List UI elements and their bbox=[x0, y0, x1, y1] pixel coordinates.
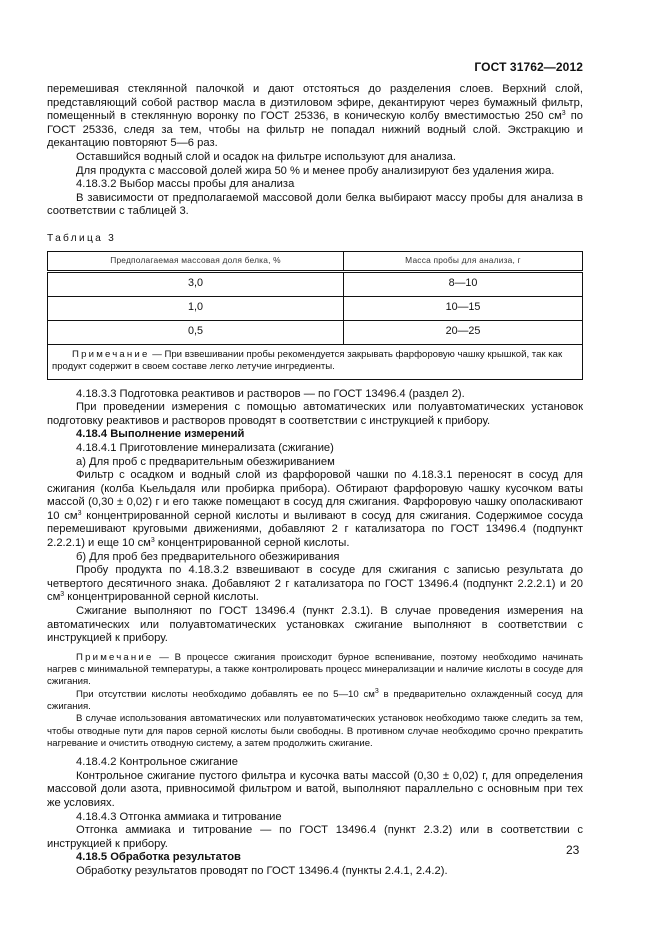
paragraph: Оставшийся водный слой и осадок на фильтре используют для анализа. bbox=[76, 150, 456, 163]
paragraph: В зависимости от предполагаемой массовой доли белка выбирают массу пробы для анализа в соответствии с таблицей 3. bbox=[47, 191, 583, 218]
paragraph: Контрольное сжигание пустого фильтра и кусочка ваты массой (0,30 ± 0,02) г, для определения массовой доли азота, привносимой фильтром и ватой, выполняют параллельно с основным при тех же условиях. bbox=[47, 769, 583, 809]
paragraph bbox=[47, 469, 583, 551]
paragraph-continuation bbox=[47, 83, 583, 151]
table-3 bbox=[47, 251, 583, 380]
superscript: 3 bbox=[150, 537, 155, 545]
note-label: Примечание bbox=[72, 348, 150, 360]
paragraph: Отгонка аммиака и титрование — по ГОСТ 13496.4 (пункт 2.3.2) или в соответствии с инструкцией к прибору. bbox=[47, 824, 583, 850]
note-paragraph bbox=[47, 652, 583, 689]
cell-mass: 20—25 bbox=[344, 320, 583, 344]
text-run: концентрированной серной кислоты и выливают в сосуд для сжигания. Содержимое сосуда перемешивают круговыми движениями, добавляют 2 г катализатора по ГОСТ 13496.4 (подпункт 2.2.2.1) и еще 10 см bbox=[47, 509, 583, 550]
text-run: концентрированной серной кислоты. bbox=[64, 591, 259, 604]
page-number: 23 bbox=[566, 843, 580, 857]
item-heading-a: а) Для проб с предварительным обезжириванием bbox=[76, 455, 335, 468]
paragraph: При проведении измерения с помощью автоматических или полуавтоматических установок подготовку реактивов и растворов проводят в соответствии с инструкцией к прибору. bbox=[47, 401, 583, 427]
subsection-heading-4-18-4-3: 4.18.4.3 Отгонка аммиака и титрование bbox=[76, 810, 282, 823]
superscript: 3 bbox=[77, 509, 82, 517]
section-heading-4-18-4: 4.18.4 Выполнение измерений bbox=[76, 428, 245, 441]
superscript: 3 bbox=[561, 110, 566, 118]
paragraph bbox=[47, 564, 583, 605]
note-label: Примечание bbox=[76, 651, 154, 663]
document-code-header: ГОСТ 31762—2012 bbox=[474, 60, 583, 74]
note-paragraph bbox=[47, 689, 583, 714]
cell-mass: 8—10 bbox=[344, 271, 583, 296]
note-paragraph: В случае использования автоматических или полуавтоматических установок необходимо также следить за тем, чтобы отводные пути для паров серной кислоты были свободны. В противном случае необходимо срочно прекратить нагревание и очистить отводную систему, а затем продолжить сжигание. bbox=[47, 713, 583, 749]
table-note bbox=[48, 344, 583, 379]
text-run: Пробу продукта по 4.18.3.2 взвешивают в сосуде для сжигания с записью результата до четвертого десятичного знака. Добавляют 2 г катализатора по ГОСТ 13496.4 (подпункт 2.2.2.1) и 20 см bbox=[47, 564, 583, 604]
table-row bbox=[48, 320, 583, 344]
table-row bbox=[48, 296, 583, 320]
document-body bbox=[47, 83, 583, 879]
item-heading-b: б) Для проб без предварительного обезжиривания bbox=[76, 550, 340, 563]
subsection-heading-4-18-3-3: 4.18.3.3 Подготовка реактивов и растворов — по ГОСТ 13496.4 (раздел 2). bbox=[76, 387, 465, 400]
subsection-heading-4-18-4-2: 4.18.4.2 Контрольное сжигание bbox=[76, 756, 239, 769]
table-caption: Таблица 3 bbox=[47, 232, 117, 244]
text-run: Фильтр с осадком и водный слой из фарфоровой чашки по 4.18.3.1 переносят в сосуд для сжигания (колба Кьельдаля или пробирка прибора). Обтирают фарфоровую чашку кусочком ваты массой (0,30 ± 0,02) г и его также помещают в сосуд для сжигания. Фарфоровую чашку ополаскивают 10 см bbox=[47, 469, 583, 522]
column-header-sample-mass: Масса пробы для анализа, г bbox=[344, 251, 583, 271]
table-header-row bbox=[48, 251, 583, 271]
superscript: 3 bbox=[60, 591, 65, 599]
note-text: При отсутствии кислоты необходимо добавлять ее по 5—10 см bbox=[76, 688, 375, 700]
paragraph: Обработку результатов проводят по ГОСТ 13496.4 (пункты 2.4.1, 2.4.2). bbox=[76, 864, 448, 877]
subsection-heading-4-18-3-2: 4.18.3.2 Выбор массы пробы для анализа bbox=[76, 178, 295, 191]
note-text: — При взвешивании пробы рекомендуется закрывать фарфоровую чашку крышкой, так как продукт содержит в своем составе легко летучие ингредиенты. bbox=[52, 348, 563, 372]
text-run: концентрированной серной кислоты. bbox=[154, 537, 350, 550]
cell-protein: 3,0 bbox=[48, 271, 344, 296]
superscript: 3 bbox=[374, 687, 379, 695]
note-block bbox=[47, 652, 583, 750]
paragraph: Сжигание выполняют по ГОСТ 13496.4 (пункт 2.3.1). В случае проведения измерения на автоматических или полуавтоматических установках сжигание выполняют в соответствии с инструкцией к прибору. bbox=[47, 605, 583, 645]
subsection-heading-4-18-4-1: 4.18.4.1 Приготовление минерализата (сжигание) bbox=[76, 441, 334, 454]
section-heading-4-18-5: 4.18.5 Обработка результатов bbox=[76, 851, 241, 864]
table-note-row bbox=[48, 344, 583, 379]
table-row bbox=[48, 271, 583, 296]
cell-protein: 0,5 bbox=[48, 320, 344, 344]
column-header-protein: Предполагаемая массовая доля белка, % bbox=[48, 251, 344, 271]
cell-mass: 10—15 bbox=[344, 296, 583, 320]
paragraph: Для продукта с массовой долей жира 50 % и менее пробу анализируют без удаления жира. bbox=[76, 164, 555, 177]
cell-protein: 1,0 bbox=[48, 296, 344, 320]
note-text: — В процессе сжигания происходит бурное вспенивание, поэтому необходимо начинать нагрев с минимальной температуры, а также контролировать процесс минерализации и наличие кислоты в сосуде для сжигания. bbox=[47, 651, 583, 688]
text-run: по ГОСТ 25336, следя за тем, чтобы на фильтр не попадал нижний водный слой. Экстракцию и декантацию повторяют 5—6 раз. bbox=[47, 110, 583, 150]
text-run: перемешивая стеклянной палочкой и дают отстояться до разделения слоев. Верхний слой, представляющий собой раствор масла в диэтиловом эфире, декантируют через бумажный фильтр, помещенный в стеклянную воронку по ГОСТ 25336, в коническую колбу вместимостью 250 см bbox=[47, 83, 583, 123]
note-text: в предварительно охлажденный сосуд для сжигания. bbox=[47, 688, 583, 712]
